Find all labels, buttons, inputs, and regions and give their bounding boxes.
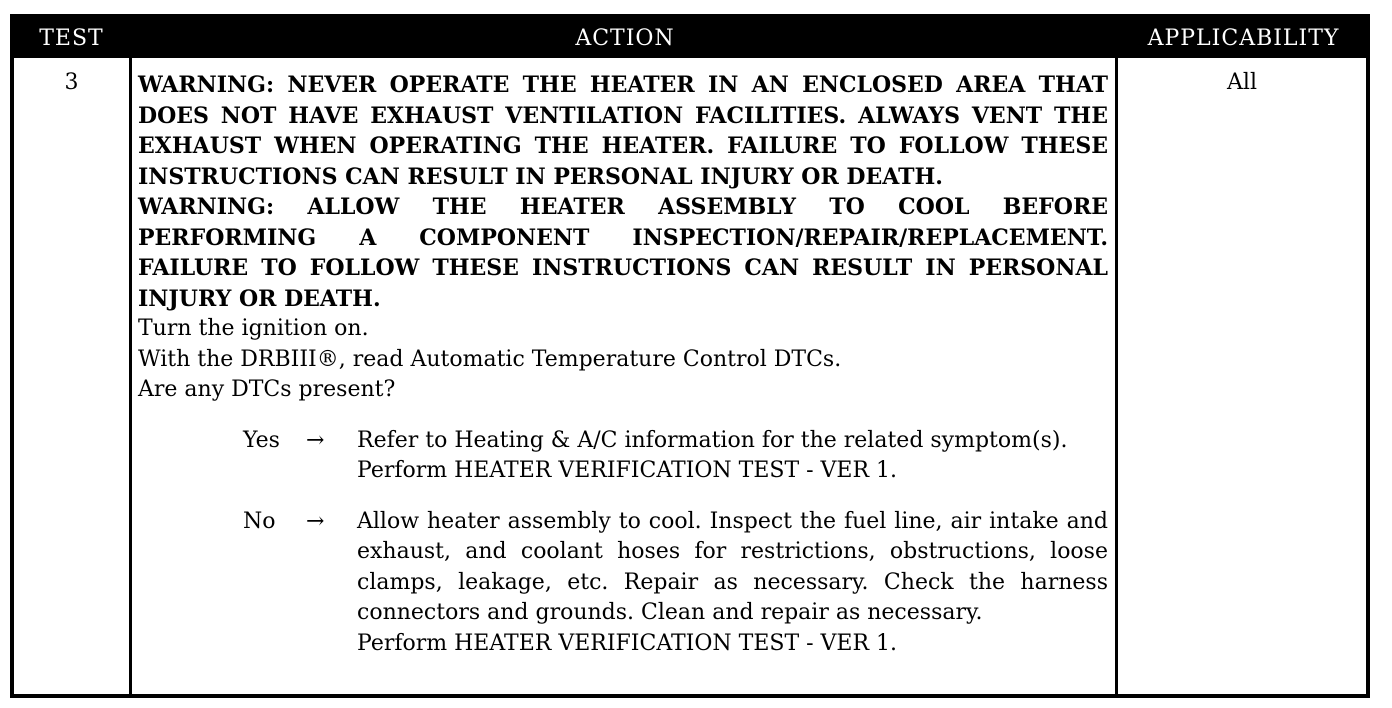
applicability-value: All (1227, 70, 1257, 95)
right-arrow-icon: → (306, 427, 325, 453)
diagnostic-table (10, 14, 1370, 698)
test-number: 3 (64, 70, 79, 95)
warning-cool-down: WARNING: ALLOW THE HEATER ASSEMBLY TO COOL BEFORE PERFORMING A COMPONENT INSPECTION/REPAIR/REPLACEMENT. FAILURE TO FOLLOW THESE INSTRUCTIONS CAN RESULT IN PERSONAL INJURY OR DEATH. (138, 194, 1108, 312)
right-arrow-icon: → (306, 508, 325, 534)
response-yes-body (357, 426, 1108, 487)
response-no (138, 507, 1108, 660)
action-cell (138, 70, 1108, 659)
warning-ventilation: WARNING: NEVER OPERATE THE HEATER IN AN ENCLOSED AREA THAT DOES NOT HAVE EXHAUST VENTILATION FACILITIES. ALWAYS VENT THE EXHAUST WHEN OPERATING THE HEATER. FAILURE TO FOLLOW THESE INSTRUCTIONS CAN RESULT IN PERSONAL INJURY OR DEATH. (138, 72, 1108, 190)
step-read-dtcs: With the DRBIII®, read Automatic Temperature Control DTCs. (138, 346, 842, 372)
response-no-label: No (243, 508, 276, 534)
response-yes (138, 426, 1108, 487)
step-ignition: Turn the ignition on. (138, 316, 369, 341)
header-action: ACTION (575, 26, 675, 51)
response-no-text: Allow heater assembly to cool. Inspect the fuel line, air intake and exhaust, and coolant hoses for restrictions, obstructions, loose clamps, leakage, etc. Repair as necessary. Check the harness connectors and grounds. Clean and repair as necessary. (357, 508, 1108, 625)
header-applicability: APPLICABILITY (1147, 26, 1340, 51)
response-no-perform: Perform HEATER VERIFICATION TEST - VER 1. (357, 630, 898, 656)
column-divider (1115, 58, 1118, 698)
table-header (14, 18, 1366, 58)
column-divider (129, 58, 132, 698)
response-no-body (357, 507, 1108, 660)
response-yes-perform: Perform HEATER VERIFICATION TEST - VER 1. (357, 458, 898, 483)
response-yes-text: Refer to Heating & A/C information for the related symptom(s). (357, 427, 1068, 453)
response-yes-label: Yes (243, 427, 280, 453)
header-test: TEST (39, 26, 104, 51)
step-question: Are any DTCs present? (138, 377, 396, 402)
